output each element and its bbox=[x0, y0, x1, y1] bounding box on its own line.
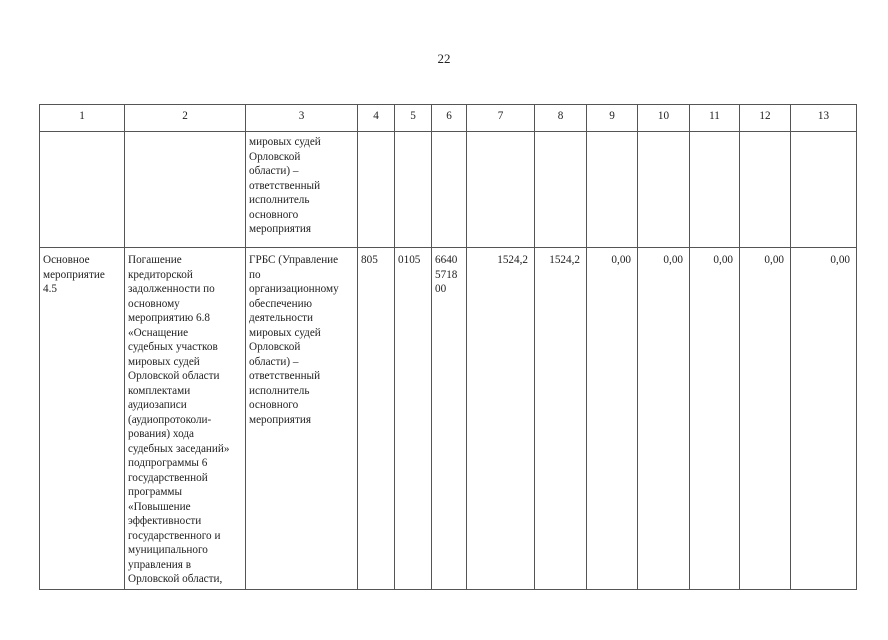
header-cell-11: 11 bbox=[690, 105, 740, 132]
cont-cell-10 bbox=[638, 132, 690, 248]
value-col-11: 0,00 bbox=[690, 248, 740, 590]
cont-cell-1 bbox=[40, 132, 125, 248]
header-cell-5: 5 bbox=[395, 105, 432, 132]
cont-executor-cell: мировых судей Орловской области) – ответственный исполнитель основного мероприятия bbox=[246, 132, 358, 248]
cont-cell-5 bbox=[395, 132, 432, 248]
cont-cell-6 bbox=[432, 132, 467, 248]
header-cell-6: 6 bbox=[432, 105, 467, 132]
header-cell-8: 8 bbox=[535, 105, 587, 132]
budget-table bbox=[39, 104, 857, 590]
cont-cell-7 bbox=[467, 132, 535, 248]
page-number: 22 bbox=[437, 51, 451, 66]
value-col-7: 1524,2 bbox=[467, 248, 535, 590]
header-cell-13: 13 bbox=[791, 105, 857, 132]
header-cell-4: 4 bbox=[358, 105, 395, 132]
cont-cell-4 bbox=[358, 132, 395, 248]
cont-cell-11 bbox=[690, 132, 740, 248]
measure-executor-cell: ГРБС (Управление по организационному обеспечению деятельности мировых судей Орловской области) – ответственный исполнитель основного мероприятия bbox=[246, 248, 358, 590]
header-cell-3: 3 bbox=[246, 105, 358, 132]
value-col-8: 1524,2 bbox=[535, 248, 587, 590]
cont-cell-8 bbox=[535, 132, 587, 248]
value-col-13: 0,00 bbox=[791, 248, 857, 590]
header-row bbox=[40, 105, 857, 132]
value-col-10: 0,00 bbox=[638, 248, 690, 590]
value-col-9: 0,00 bbox=[587, 248, 638, 590]
measure-description-cell: Погашение кредиторской задолженности по основному мероприятию 6.8 «Оснащение судебных участков мировых судей Орловской области комплектами аудиозаписи (аудиопротоколи- рования) хода судебных заседаний» подпрограммы 6 государственной программы «Повышение эффективности государственного и муниципального управления в Орловской области, bbox=[125, 248, 246, 590]
header-cell-12: 12 bbox=[740, 105, 791, 132]
cont-cell-2 bbox=[125, 132, 246, 248]
value-col-12: 0,00 bbox=[740, 248, 791, 590]
grbs-code-cell: 805 bbox=[358, 248, 395, 590]
measure-name-cell: Основное мероприятие 4.5 bbox=[40, 248, 125, 590]
header-cell-9: 9 bbox=[587, 105, 638, 132]
section-code-cell: 0105 bbox=[395, 248, 432, 590]
cont-cell-9 bbox=[587, 132, 638, 248]
target-article-cell: 6640 5718 00 bbox=[432, 248, 467, 590]
header-cell-7: 7 bbox=[467, 105, 535, 132]
header-cell-10: 10 bbox=[638, 105, 690, 132]
cont-cell-13 bbox=[791, 132, 857, 248]
header-cell-2: 2 bbox=[125, 105, 246, 132]
measure-row bbox=[40, 248, 857, 590]
cont-cell-12 bbox=[740, 132, 791, 248]
header-cell-1: 1 bbox=[40, 105, 125, 132]
continuation-row bbox=[40, 132, 857, 248]
